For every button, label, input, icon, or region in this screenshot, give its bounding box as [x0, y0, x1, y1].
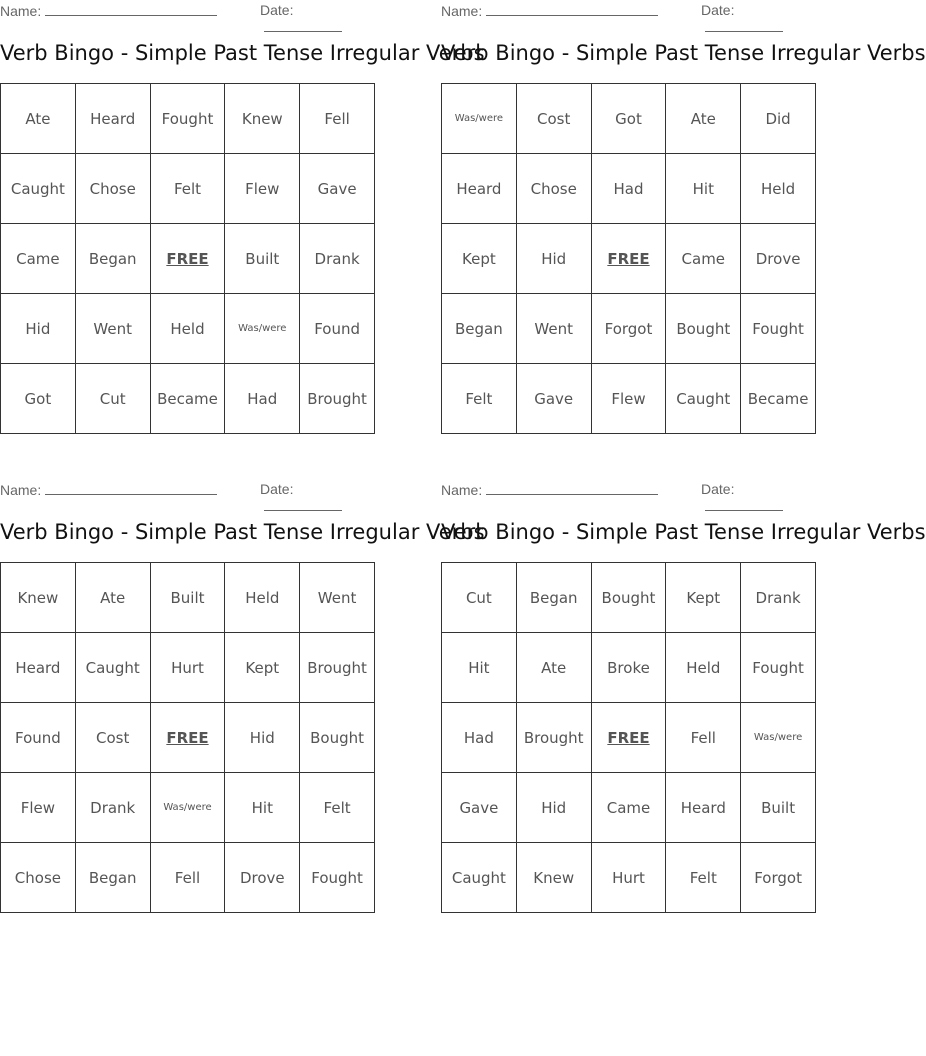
bingo-cell: Heard: [75, 84, 150, 154]
name-field: [0, 2, 217, 19]
bingo-cell: Bought: [591, 563, 666, 633]
bingo-cell: Began: [75, 224, 150, 294]
bingo-cell: Ate: [516, 633, 591, 703]
bingo-cell: Kept: [666, 563, 741, 633]
bingo-cell: Got: [591, 84, 666, 154]
free-space-cell: FREE: [591, 703, 666, 773]
bingo-cell: Fell: [666, 703, 741, 773]
name-field: [441, 481, 658, 498]
bingo-row: [1, 364, 375, 434]
date-label: Date:: [260, 2, 294, 18]
card-title: Verb Bingo - Simple Past Tense Irregular Verbs: [441, 520, 926, 544]
bingo-row: [1, 703, 375, 773]
free-space-cell: FREE: [150, 703, 225, 773]
card-title: Verb Bingo - Simple Past Tense Irregular Verbs: [0, 520, 485, 544]
bingo-cell: Bought: [666, 294, 741, 364]
name-label: Name:: [441, 482, 483, 498]
bingo-cell: Found: [300, 294, 375, 364]
bingo-cell: Heard: [666, 773, 741, 843]
name-label: Name:: [441, 3, 483, 19]
bingo-cell: Became: [150, 364, 225, 434]
bingo-cell: Felt: [666, 843, 741, 913]
bingo-cell: Began: [516, 563, 591, 633]
bingo-grid: [0, 83, 375, 434]
bingo-row: [442, 364, 816, 434]
bingo-cell: Caught: [666, 364, 741, 434]
bingo-row: [442, 84, 816, 154]
bingo-cell: Went: [516, 294, 591, 364]
free-space-cell: FREE: [591, 224, 666, 294]
bingo-row: [1, 294, 375, 364]
bingo-cell: Flew: [225, 154, 300, 224]
bingo-cell: Gave: [516, 364, 591, 434]
bingo-cell: Ate: [1, 84, 76, 154]
bingo-cell: Fought: [741, 294, 816, 364]
bingo-cell: Held: [225, 563, 300, 633]
bingo-row: [442, 703, 816, 773]
bingo-cell: Became: [741, 364, 816, 434]
bingo-cell: Had: [442, 703, 517, 773]
bingo-cell: Kept: [442, 224, 517, 294]
bingo-cell: Was/were: [225, 294, 300, 364]
bingo-cell: Hurt: [150, 633, 225, 703]
bingo-cell: Began: [442, 294, 517, 364]
bingo-cell: Drank: [75, 773, 150, 843]
bingo-grid: [0, 562, 375, 913]
bingo-cell: Fought: [150, 84, 225, 154]
bingo-cell: Forgot: [741, 843, 816, 913]
bingo-cell: Brought: [300, 364, 375, 434]
bingo-cell: Gave: [300, 154, 375, 224]
bingo-cell: Gave: [442, 773, 517, 843]
bingo-cell: Bought: [300, 703, 375, 773]
bingo-cell: Was/were: [741, 703, 816, 773]
bingo-cell: Fell: [300, 84, 375, 154]
bingo-cell: Broke: [591, 633, 666, 703]
bingo-cell: Drank: [300, 224, 375, 294]
bingo-cell: Hit: [225, 773, 300, 843]
bingo-row: [1, 633, 375, 703]
bingo-cell: Cost: [516, 84, 591, 154]
date-field: [701, 481, 816, 514]
bingo-cell: Went: [300, 563, 375, 633]
name-label: Name:: [0, 482, 42, 498]
bingo-cell: Ate: [75, 563, 150, 633]
date-line: [705, 497, 783, 511]
bingo-cell: Brought: [300, 633, 375, 703]
date-label: Date:: [701, 481, 735, 497]
bingo-cell: Felt: [150, 154, 225, 224]
bingo-cell: Flew: [1, 773, 76, 843]
bingo-row: [442, 294, 816, 364]
bingo-cell: Built: [225, 224, 300, 294]
bingo-cell: Was/were: [150, 773, 225, 843]
bingo-row: [1, 154, 375, 224]
bingo-cell: Built: [150, 563, 225, 633]
date-label: Date:: [701, 2, 735, 18]
bingo-cell: Came: [1, 224, 76, 294]
bingo-cell: Brought: [516, 703, 591, 773]
bingo-row: [442, 773, 816, 843]
bingo-row: [442, 154, 816, 224]
card-header: [0, 479, 375, 501]
bingo-cell: Chose: [1, 843, 76, 913]
bingo-cell: Hid: [516, 773, 591, 843]
bingo-cell: Fought: [300, 843, 375, 913]
bingo-cell: Heard: [1, 633, 76, 703]
bingo-cell: Cut: [75, 364, 150, 434]
date-line: [264, 497, 342, 511]
bingo-row: [1, 563, 375, 633]
bingo-cell: Fought: [741, 633, 816, 703]
bingo-cell: Went: [75, 294, 150, 364]
bingo-cell: Did: [741, 84, 816, 154]
bingo-row: [1, 224, 375, 294]
bingo-cell: Chose: [516, 154, 591, 224]
bingo-cell: Fell: [150, 843, 225, 913]
bingo-cell: Felt: [300, 773, 375, 843]
bingo-cell: Ate: [666, 84, 741, 154]
bingo-cell: Hurt: [591, 843, 666, 913]
card-header: [441, 479, 816, 501]
card-header: [441, 0, 816, 22]
bingo-cell: Built: [741, 773, 816, 843]
bingo-cell: Drove: [741, 224, 816, 294]
bingo-cell: Got: [1, 364, 76, 434]
card-header: [0, 0, 375, 22]
bingo-card-2: [441, 0, 926, 408]
name-label: Name:: [0, 3, 42, 19]
bingo-cell: Found: [1, 703, 76, 773]
bingo-row: [1, 84, 375, 154]
bingo-cell: Heard: [442, 154, 517, 224]
name-field: [441, 2, 658, 19]
bingo-cell: Knew: [516, 843, 591, 913]
bingo-cell: Was/were: [442, 84, 517, 154]
date-field: [260, 481, 375, 514]
bingo-grid: [441, 562, 816, 913]
bingo-cell: Had: [225, 364, 300, 434]
name-field: [0, 481, 217, 498]
bingo-row: [1, 773, 375, 843]
bingo-cell: Flew: [591, 364, 666, 434]
bingo-cell: Caught: [75, 633, 150, 703]
bingo-cell: Caught: [442, 843, 517, 913]
bingo-cell: Hit: [442, 633, 517, 703]
bingo-card-4: [441, 479, 926, 887]
bingo-row: [442, 633, 816, 703]
bingo-cell: Began: [75, 843, 150, 913]
bingo-cell: Came: [666, 224, 741, 294]
name-line: [486, 2, 658, 16]
name-line: [45, 2, 217, 16]
date-line: [705, 18, 783, 32]
bingo-cell: Hid: [225, 703, 300, 773]
bingo-row: [1, 843, 375, 913]
card-title: Verb Bingo - Simple Past Tense Irregular Verbs: [441, 41, 926, 65]
bingo-cell: Knew: [1, 563, 76, 633]
bingo-cell: Drank: [741, 563, 816, 633]
card-title: Verb Bingo - Simple Past Tense Irregular Verbs: [0, 41, 485, 65]
bingo-row: [442, 224, 816, 294]
date-line: [264, 18, 342, 32]
bingo-cell: Had: [591, 154, 666, 224]
bingo-cell: Knew: [225, 84, 300, 154]
free-space-cell: FREE: [150, 224, 225, 294]
bingo-cell: Came: [591, 773, 666, 843]
date-label: Date:: [260, 481, 294, 497]
bingo-cell: Drove: [225, 843, 300, 913]
bingo-cell: Cut: [442, 563, 517, 633]
bingo-cell: Held: [150, 294, 225, 364]
bingo-row: [442, 563, 816, 633]
name-line: [486, 481, 658, 495]
bingo-row: [442, 843, 816, 913]
bingo-grid: [441, 83, 816, 434]
bingo-cell: Held: [666, 633, 741, 703]
bingo-cell: Cost: [75, 703, 150, 773]
bingo-cell: Kept: [225, 633, 300, 703]
bingo-cell: Chose: [75, 154, 150, 224]
date-field: [701, 2, 816, 35]
bingo-cell: Hid: [516, 224, 591, 294]
bingo-cell: Felt: [442, 364, 517, 434]
bingo-cell: Hid: [1, 294, 76, 364]
name-line: [45, 481, 217, 495]
bingo-cell: Held: [741, 154, 816, 224]
bingo-cell: Hit: [666, 154, 741, 224]
bingo-cell: Caught: [1, 154, 76, 224]
date-field: [260, 2, 375, 35]
bingo-cell: Forgot: [591, 294, 666, 364]
